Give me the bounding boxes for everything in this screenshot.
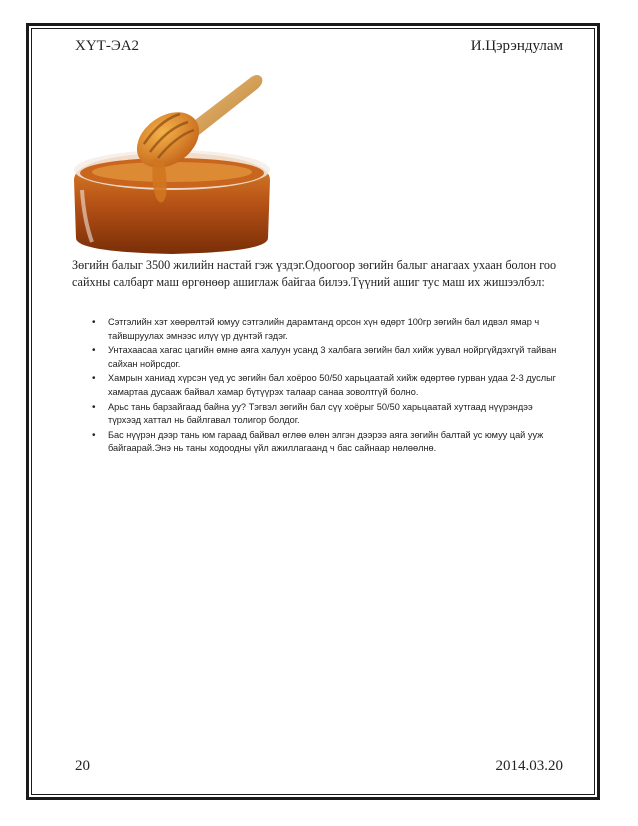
tips-list <box>72 316 562 457</box>
bullet-icon: • <box>92 429 96 441</box>
list-item-text: Сэтгэлийн хэт хөөрөлтэй юмуу сэтгэлийн дарамтанд орсон хүн өдөрт 100гр зөгийн бал идвэл ямар ч тайвшруулах эмнээс илүү үр дүнтэй гэдэг. <box>108 317 540 341</box>
page-number: 20 <box>75 758 90 774</box>
list-item-text: Бас нүүрэн дээр тань юм гараад байвал өглөө өлөн элгэн дээрээ аяга зөгийн балтай ус юмуу цай ууж байгаарай.Энэ нь таны ходоодны үйл ажиллагаанд ч бас сайнаар нөлөөлнө. <box>108 429 544 454</box>
honey-jar-icon <box>72 70 272 255</box>
bullet-icon: • <box>92 345 96 357</box>
list-item-text: Унтахаасаа хагас цагийн өмнө аяга халуун усанд 3 халбага зөгийн бал хийж уувал нойргүйдэхгүй тайван сайхан нойрсдог. <box>108 345 557 369</box>
intro-paragraph: Зөгийн балыг 3500 жилийн настай гэж үздэг.Одоогоор зөгийн балыг анагаах ухаан болон гоо сайхны салбарт маш өргөнөөр ашиглаж байгаа билээ.Түүний ашиг тус маш их жишээлбэл: <box>72 258 557 289</box>
header-course-code: ХҮТ-ЭА2 <box>75 38 140 54</box>
list-item-text: Хамрын ханиад хүрсэн үед ус зөгийн бал хоёроо 50/50 харьцаатай хийж өдөртөө гурван удаа 2-3 дуслыг хамартаа дусааж байвал хамар бүтүүрэх талаар санаа зоволтгүй болно. <box>108 373 557 397</box>
list-item <box>72 429 562 456</box>
list-item-text: Арьс тань барзайгаад байна уу? Тэгвэл зөгийн бал сүү хоёрыг 50/50 харьцаатай хутгаад нүүрэндээ түрхээд хаттал нь байлгавал толигор болдог. <box>108 401 533 426</box>
list-item <box>72 372 562 399</box>
list-item <box>72 401 562 428</box>
bullet-icon: • <box>92 401 96 413</box>
bullet-icon: • <box>92 373 96 385</box>
list-item <box>72 316 562 343</box>
header-author: И.Цэрэндулам <box>470 38 563 54</box>
list-item <box>72 344 562 371</box>
bullet-icon: • <box>92 317 96 328</box>
footer-date: 2014.03.20 <box>495 758 563 774</box>
